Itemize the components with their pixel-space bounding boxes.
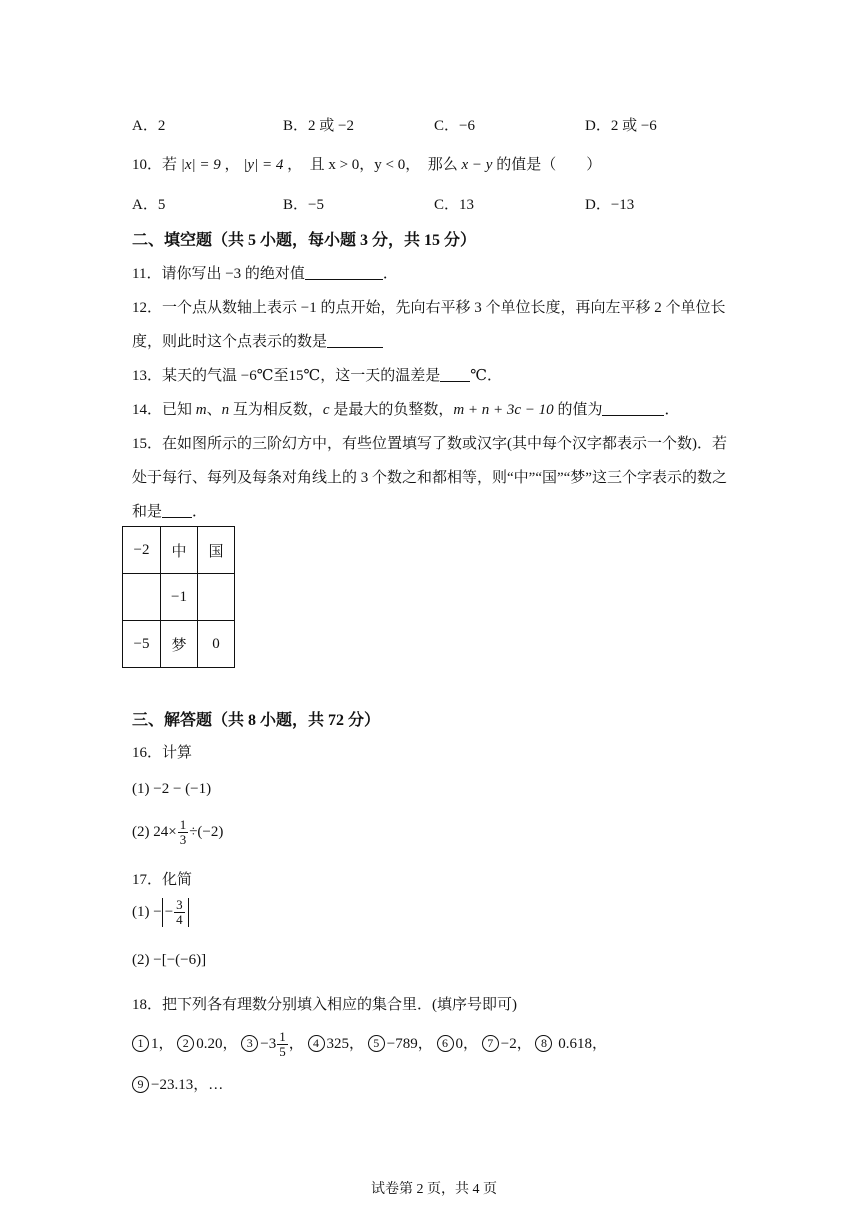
q11-end: ． — [382, 266, 398, 282]
q18-item — [177, 1036, 237, 1052]
q18-item — [308, 1036, 365, 1052]
fraction-denominator: 4 — [176, 912, 183, 927]
section2-title: 二、填空题（共 5 小题，每小题 3 分，共 15 分） — [132, 232, 477, 249]
q13-blank[interactable] — [440, 367, 470, 382]
q14-end: ． — [664, 402, 680, 418]
question-15-line1: 15．在如图所示的三阶幻方中，有些位置填写了数或汉字(其中每个汉字都表示一个数)．若 — [132, 436, 727, 452]
circled-number: 2 — [177, 1035, 194, 1052]
q18-item-value: 325， — [326, 1035, 365, 1052]
section3-title: 三、解答题（共 8 小题，共 72 分） — [132, 712, 381, 729]
absolute-value — [162, 898, 189, 927]
circled-number: 9 — [132, 1076, 149, 1093]
q10-option-d: D．−13 — [585, 197, 635, 213]
q10-sep: ， — [224, 157, 240, 173]
q9-option-d: D．2 或 −6 — [585, 118, 657, 134]
magic-cell: 梦 — [161, 621, 198, 668]
magic-row — [123, 527, 235, 574]
q18-item-value: 0.618， — [554, 1035, 607, 1052]
q10-cond2: |y| = 4 — [243, 157, 284, 173]
q13-end: ℃． — [470, 368, 503, 384]
magic-cell: −5 — [123, 621, 161, 668]
circled-number: 7 — [482, 1035, 499, 1052]
question-12-line1: 12．一个点从数轴上表示 −1 的点开始，先向右平移 3 个单位长度，再向左平移 2 个单位长 — [132, 300, 726, 316]
q14-part2: 、 — [206, 402, 222, 418]
q10-expr: x − y — [461, 157, 493, 173]
question-10 — [132, 153, 601, 174]
q14-part1: 14．已知 — [132, 402, 196, 418]
circled-number: 1 — [132, 1035, 149, 1052]
q16-part2-prefix: (2) 24× — [132, 823, 177, 840]
q15-blank[interactable] — [162, 503, 192, 518]
q9-option-a: A．2 — [132, 118, 166, 134]
q12-blank[interactable] — [327, 333, 383, 348]
q14-var-m: m — [195, 402, 207, 418]
circled-number: 3 — [241, 1035, 258, 1052]
question-14 — [132, 398, 679, 419]
q18-item — [132, 1036, 174, 1052]
magic-cell: 0 — [198, 621, 235, 668]
q13-text: 13．某天的气温 −6℃至15℃，这一天的温差是 — [132, 368, 441, 384]
magic-cell: 国 — [198, 527, 235, 574]
q18-item — [241, 1029, 304, 1059]
q17-inner-sign: − — [164, 903, 174, 920]
q14-part3: 互为相反数， — [229, 402, 323, 418]
q17-title: 17．化简 — [132, 872, 193, 888]
q14-var-c: c — [322, 402, 330, 418]
q18-item — [368, 1036, 433, 1052]
q18-item — [482, 1036, 532, 1052]
q9-option-c: C．−6 — [434, 118, 475, 134]
q16-part1: (1) −2 − (−1) — [132, 781, 212, 797]
q10-number: 10．若 — [132, 157, 178, 173]
q17-part2: (2) −[−(−6)] — [132, 952, 207, 968]
fraction — [277, 1030, 288, 1059]
q18-item-value: 0， — [455, 1035, 479, 1052]
q18-item — [535, 1036, 607, 1052]
q9-options — [132, 114, 752, 136]
question-15-line3 — [132, 500, 207, 521]
q17-part1 — [132, 898, 189, 927]
fraction-numerator: 3 — [176, 897, 183, 912]
fraction-numerator: 1 — [179, 817, 187, 832]
magic-cell: −2 — [123, 527, 161, 574]
magic-cell — [198, 574, 235, 621]
q10-cond1: |x| = 9 — [180, 157, 221, 173]
page-footer: 试卷第 2 页，共 4 页 — [371, 1182, 497, 1197]
question-11 — [132, 262, 398, 283]
q10-option-a: A．5 — [132, 197, 166, 213]
fraction-denominator: 5 — [279, 1044, 286, 1059]
q18-item-value: 0.20， — [196, 1035, 238, 1052]
circled-number: 8 — [535, 1035, 552, 1052]
circled-number: 6 — [437, 1035, 454, 1052]
q10-option-c: C．13 — [434, 197, 475, 213]
q14-blank[interactable] — [602, 401, 664, 416]
q18-item — [437, 1036, 479, 1052]
q18-item-value: −2， — [500, 1035, 532, 1052]
q16-part2 — [132, 818, 223, 847]
fraction-numerator: 1 — [279, 1029, 286, 1044]
q18-item-value: 1， — [151, 1035, 174, 1052]
q14-part4: 是最大的负整数， — [329, 402, 454, 418]
fraction — [174, 898, 185, 927]
magic-cell: −1 — [161, 574, 198, 621]
q16-title: 16．计算 — [132, 745, 193, 761]
q18-item-value: −23.13，… — [151, 1077, 224, 1093]
fraction — [178, 818, 189, 847]
q18-items-line1 — [132, 1030, 607, 1059]
question-12-line2 — [132, 330, 383, 351]
circled-number: 4 — [308, 1035, 325, 1052]
magic-cell — [123, 574, 161, 621]
question-15-line2: 处于每行、每列及每条对角线上的 3 个数之和都相等，则“中”“国”“梦”这三个字表示的数之 — [132, 470, 727, 486]
q10-option-b: B．−5 — [283, 197, 324, 213]
q10-options — [132, 193, 752, 215]
q17-part1-prefix: (1) − — [132, 903, 162, 920]
q18-title: 18．把下列各有理数分别填入相应的集合里．(填序号即可) — [132, 997, 517, 1013]
q18-item-value: −3 — [260, 1035, 277, 1052]
question-13 — [132, 364, 502, 385]
q18-item-value: −789， — [386, 1035, 433, 1052]
q18-item-sep: ， — [288, 1035, 304, 1052]
q10-mid: ， 且 x > 0，y < 0， 那么 — [287, 157, 458, 173]
circled-number: 5 — [368, 1035, 385, 1052]
q11-text: 11．请你写出 −3 的绝对值 — [132, 266, 305, 282]
q15-line3-text: 和是 — [132, 504, 163, 520]
q14-part5: 的值为 — [553, 402, 603, 418]
fraction-denominator: 3 — [179, 832, 187, 847]
q11-blank[interactable] — [305, 265, 383, 280]
q14-expr: m + n + 3c − 10 — [453, 402, 554, 418]
q15-end: ． — [192, 504, 208, 520]
q18-items-line2 — [132, 1073, 223, 1094]
q16-part2-suffix: ÷(−2) — [189, 823, 224, 840]
q12-line2-text: 度，则此时这个点表示的数是 — [132, 334, 328, 350]
magic-row — [123, 621, 235, 668]
magic-row — [123, 574, 235, 621]
magic-square-table — [122, 526, 235, 668]
q9-option-b: B．2 或 −2 — [283, 118, 354, 134]
magic-cell: 中 — [161, 527, 198, 574]
q14-var-n: n — [221, 402, 230, 418]
q10-tail: 的值是（ ） — [496, 157, 602, 173]
